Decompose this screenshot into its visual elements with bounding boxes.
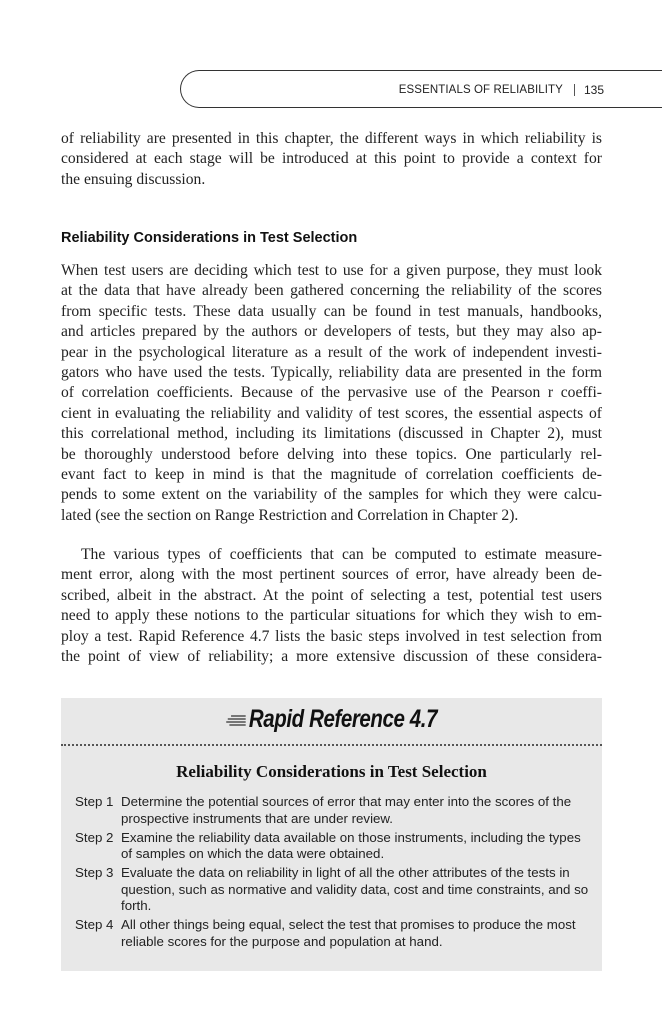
step-label: Step 3: [75, 865, 114, 880]
running-head-title: ESSENTIALS OF RELIABILITY: [398, 84, 563, 96]
text-line: pear in the psychological literature as a result of the work of independent investi-: [61, 343, 602, 361]
text-line: The various types of coefficients that can be computed to estimate measure-: [81, 546, 602, 563]
section-heading: Reliability Considerations in Test Selection: [61, 230, 358, 246]
text-line: scribed, albeit in the abstract. At the point of selecting a test, potential test users: [61, 586, 602, 604]
step-item: [75, 830, 595, 863]
running-head-divider: [574, 84, 575, 96]
text-line: pends to some extent on the variability of the samples for which they were calcu-: [61, 486, 602, 504]
text-line: cient in evaluating the reliability and validity of test scores, the essential aspects of: [61, 404, 602, 422]
text-line: from specific tests. These data usually can be found in test manuals, handbooks,: [61, 302, 602, 320]
step-text: Examine the reliability data available on those instruments, including the types of samples on which the data were obtained.: [121, 829, 581, 861]
step-label: Step 1: [75, 794, 114, 809]
step-text: Evaluate the data on reliability in light of all the other attributes of the tests in question, such as normative and validity data, cost and time constraints, and so forth.: [121, 865, 589, 913]
speed-lines-icon: [226, 706, 246, 735]
step-item: [75, 917, 595, 950]
body-paragraph-1: [61, 261, 602, 526]
text-line: lated (see the section on Range Restriction and Correlation in Chapter 2).: [61, 506, 519, 524]
text-line: ment error, along with the most pertinent sources of error, have already been de-: [61, 566, 602, 584]
rapid-reference-subtitle: Reliability Considerations in Test Selection: [176, 762, 487, 781]
rapid-reference-title: [110, 705, 554, 735]
text-line: the point of view of reliability; a more extensive discussion of these considera-: [61, 648, 602, 666]
text-line: evant fact to keep in mind is that the magnitude of correlation coefficients de-: [61, 466, 602, 484]
page-number: 135: [583, 83, 604, 97]
step-item: [75, 794, 595, 827]
body-paragraph-2: [61, 545, 602, 667]
text-line: ploy a test. Rapid Reference 4.7 lists the basic steps involved in test selection from: [61, 627, 602, 645]
steps-list: [75, 794, 595, 953]
step-text: Determine the potential sources of error that may enter into the scores of the prospective instruments that are under review.: [121, 794, 572, 826]
step-item: [75, 865, 595, 915]
text-line: and articles prepared by the authors or developers of tests, but they may also ap-: [61, 323, 602, 341]
step-label: Step 4: [75, 917, 114, 932]
step-text: All other things being equal, select the test that promises to produce the most reliable scores for the purpose and population at hand.: [121, 917, 576, 949]
text-line: gators who have used the tests. Typically, reliability data are presented in the form: [61, 364, 602, 382]
text-line: When test users are deciding which test to use for a given purpose, they must look: [61, 262, 602, 279]
text-line: of reliability are presented in this chapter, the different ways in which reliability is: [61, 130, 602, 147]
text-line: need to apply these notions to the particular situations for which they wish to em-: [61, 607, 602, 625]
text-line: considered at each stage will be introduced at this point to provide a context for: [61, 150, 602, 168]
intro-paragraph: [61, 129, 602, 190]
text-line: be thoroughly understood before delving into these topics. One particularly rel-: [61, 445, 602, 463]
rapid-reference-title-text: Rapid Reference 4.7: [248, 705, 438, 733]
rapid-reference-box: [61, 698, 602, 971]
running-head: [399, 83, 604, 97]
text-line: the ensuing discussion.: [61, 170, 206, 188]
text-line: of correlation coefficients. Because of the pervasive use of the Pearson r coeffi-: [61, 384, 602, 402]
text-line: at the data that have already been gathered concerning the reliability of the scores: [61, 282, 602, 300]
step-label: Step 2: [75, 829, 114, 845]
text-line: this correlational method, including its limitations (discussed in Chapter 2), must: [61, 425, 602, 443]
dotted-divider: [61, 744, 602, 746]
